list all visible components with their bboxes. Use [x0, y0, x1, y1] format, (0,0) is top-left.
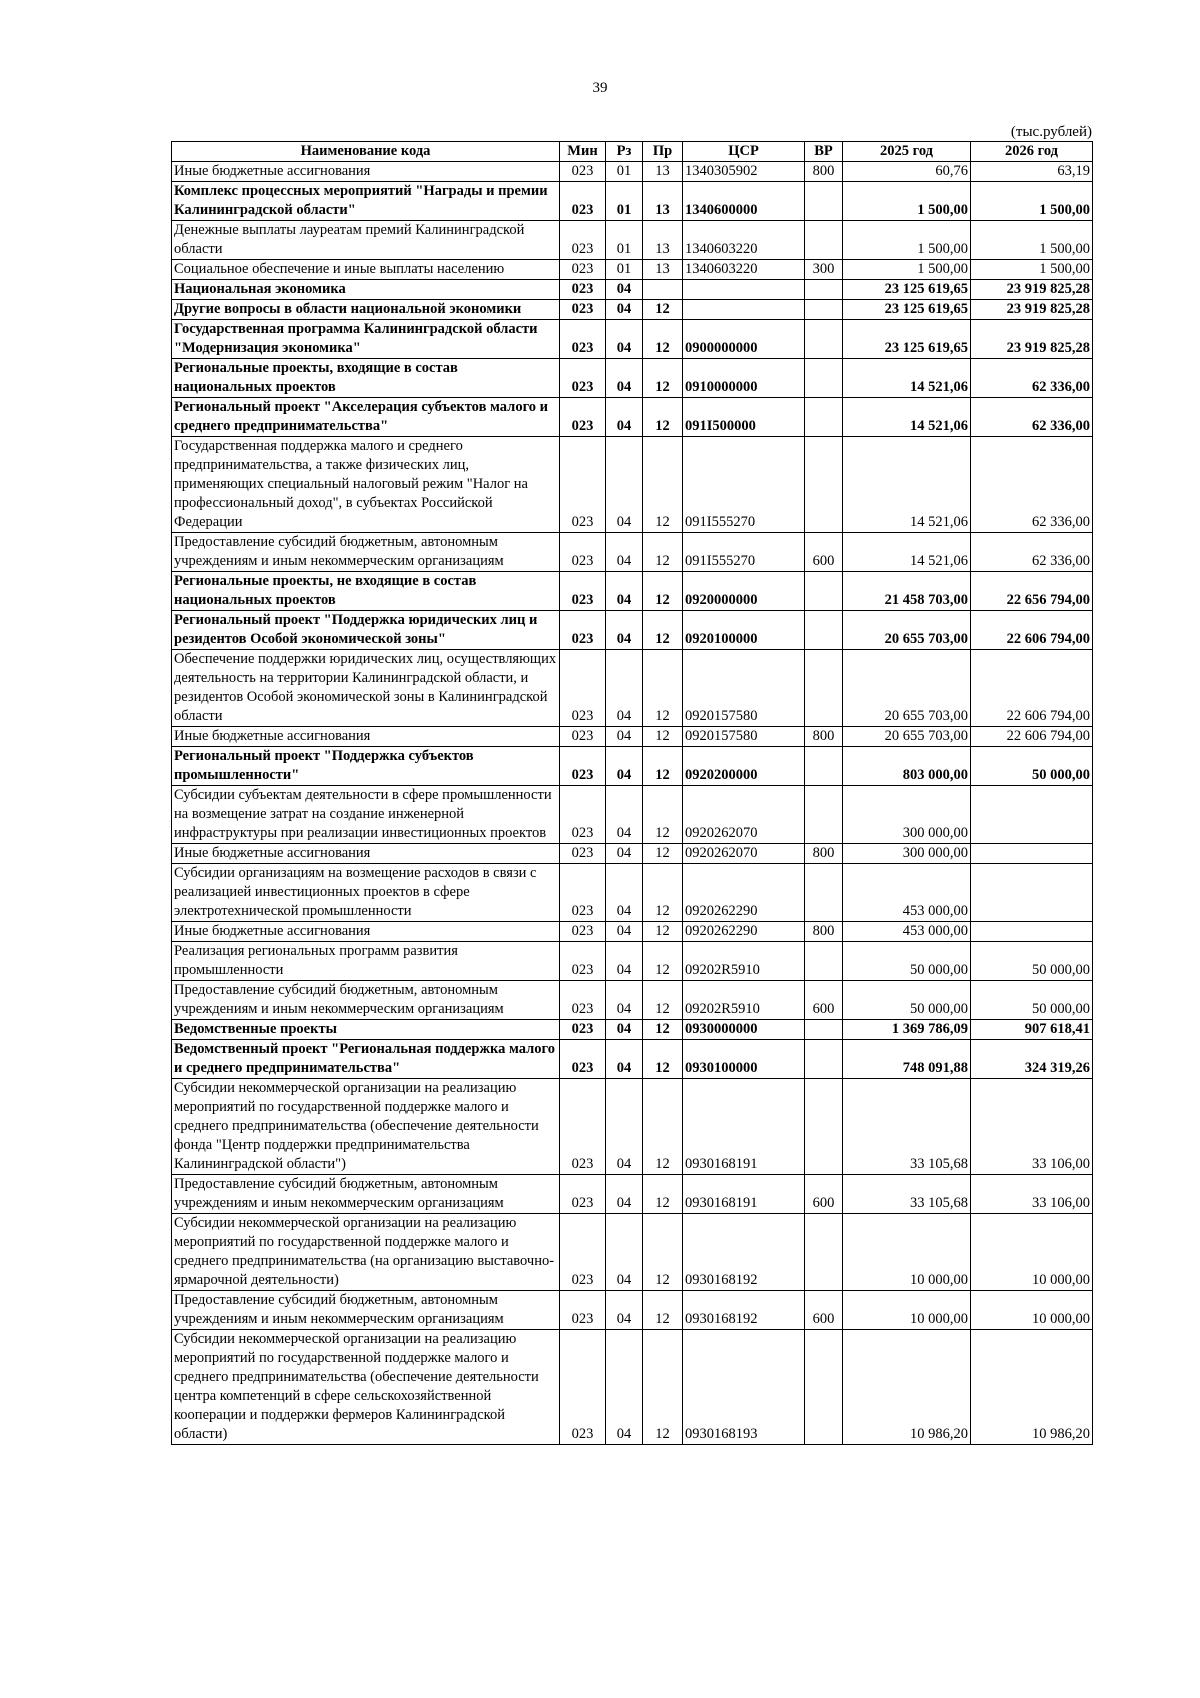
- cell-name: Иные бюджетные ассигнования: [172, 922, 560, 942]
- cell-y2025: 14 521,06: [843, 359, 971, 398]
- cell-pr: 12: [643, 942, 683, 981]
- table-row: [172, 650, 1093, 727]
- cell-csr: [683, 280, 805, 300]
- cell-rz: 04: [606, 1214, 643, 1291]
- cell-y2026: 50 000,00: [971, 747, 1093, 786]
- cell-csr: 1340603220: [683, 221, 805, 260]
- table-row: [172, 922, 1093, 942]
- cell-name: Другие вопросы в области национальной экономики: [172, 300, 560, 320]
- header-vr: ВР: [805, 142, 843, 162]
- cell-csr: 0920200000: [683, 747, 805, 786]
- table-row: [172, 280, 1093, 300]
- cell-pr: 12: [643, 398, 683, 437]
- cell-csr: 0930168192: [683, 1214, 805, 1291]
- cell-vr: [805, 747, 843, 786]
- cell-y2025: 50 000,00: [843, 981, 971, 1020]
- cell-vr: [805, 1330, 843, 1445]
- cell-name: Субсидии некоммерческой организации на реализацию мероприятий по государственной поддержке малого и среднего предпринимательства (на организацию выставочно-ярмарочной деятельности): [172, 1214, 560, 1291]
- cell-name: Региональный проект "Поддержка юридических лиц и резидентов Особой экономической зоны": [172, 611, 560, 650]
- header-csr: ЦСР: [683, 142, 805, 162]
- cell-pr: 12: [643, 320, 683, 359]
- cell-pr: 12: [643, 1330, 683, 1445]
- cell-pr: 12: [643, 1214, 683, 1291]
- cell-rz: 04: [606, 864, 643, 922]
- cell-pr: 12: [643, 747, 683, 786]
- cell-rz: 04: [606, 300, 643, 320]
- cell-vr: [805, 280, 843, 300]
- cell-rz: 04: [606, 1020, 643, 1040]
- cell-csr: 091I555270: [683, 533, 805, 572]
- cell-pr: 12: [643, 1079, 683, 1175]
- cell-y2026: 23 919 825,28: [971, 320, 1093, 359]
- cell-vr: [805, 437, 843, 533]
- cell-y2025: 50 000,00: [843, 942, 971, 981]
- cell-y2025: 33 105,68: [843, 1079, 971, 1175]
- cell-y2025: 803 000,00: [843, 747, 971, 786]
- cell-vr: 600: [805, 533, 843, 572]
- cell-rz: 04: [606, 1291, 643, 1330]
- cell-pr: 12: [643, 922, 683, 942]
- table-row: [172, 572, 1093, 611]
- cell-csr: 0930168191: [683, 1175, 805, 1214]
- cell-vr: [805, 786, 843, 844]
- cell-name: Социальное обеспечение и иные выплаты населению: [172, 260, 560, 280]
- cell-y2025: 1 500,00: [843, 221, 971, 260]
- cell-y2026: 33 106,00: [971, 1079, 1093, 1175]
- cell-name: Денежные выплаты лауреатам премий Калининградской области: [172, 221, 560, 260]
- cell-csr: 0930100000: [683, 1040, 805, 1079]
- table-row: [172, 611, 1093, 650]
- cell-rz: 04: [606, 359, 643, 398]
- cell-pr: 12: [643, 437, 683, 533]
- cell-name: Региональные проекты, не входящие в состав национальных проектов: [172, 572, 560, 611]
- cell-rz: 04: [606, 280, 643, 300]
- cell-name: Национальная экономика: [172, 280, 560, 300]
- cell-y2025: 14 521,06: [843, 398, 971, 437]
- cell-pr: 13: [643, 221, 683, 260]
- cell-pr: [643, 280, 683, 300]
- cell-name: Предоставление субсидий бюджетным, автономным учреждениям и иным некоммерческим организациям: [172, 533, 560, 572]
- cell-y2025: 748 091,88: [843, 1040, 971, 1079]
- cell-min: 023: [560, 1040, 606, 1079]
- cell-pr: 12: [643, 1291, 683, 1330]
- table-row: [172, 844, 1093, 864]
- cell-min: 023: [560, 1291, 606, 1330]
- table-row: [172, 1330, 1093, 1445]
- cell-vr: 300: [805, 260, 843, 280]
- cell-pr: 12: [643, 786, 683, 844]
- cell-vr: [805, 320, 843, 359]
- cell-pr: 12: [643, 611, 683, 650]
- cell-name: Субсидии организациям на возмещение расходов в связи с реализацией инвестиционных проектов в сфере электротехнической промышленности: [172, 864, 560, 922]
- cell-rz: 04: [606, 1330, 643, 1445]
- cell-name: Иные бюджетные ассигнования: [172, 162, 560, 182]
- cell-y2026: 63,19: [971, 162, 1093, 182]
- table-row: [172, 398, 1093, 437]
- cell-rz: 04: [606, 437, 643, 533]
- cell-y2026: 62 336,00: [971, 359, 1093, 398]
- cell-pr: 13: [643, 162, 683, 182]
- cell-y2025: 453 000,00: [843, 922, 971, 942]
- cell-pr: 12: [643, 359, 683, 398]
- table-body: [172, 162, 1093, 1445]
- cell-y2026: 62 336,00: [971, 398, 1093, 437]
- cell-name: Государственная программа Калининградской области "Модернизация экономика": [172, 320, 560, 359]
- cell-name: Государственная поддержка малого и среднего предпринимательства, а также физических лиц, применяющих специальный налоговый режим "Налог на профессиональный доход", в субъектах Российской Федерации: [172, 437, 560, 533]
- table-header-row: [172, 142, 1093, 162]
- cell-min: 023: [560, 398, 606, 437]
- cell-rz: 04: [606, 922, 643, 942]
- cell-min: 023: [560, 981, 606, 1020]
- cell-rz: 01: [606, 221, 643, 260]
- cell-rz: 04: [606, 650, 643, 727]
- cell-rz: 01: [606, 260, 643, 280]
- cell-y2026: 324 319,26: [971, 1040, 1093, 1079]
- cell-name: Ведомственные проекты: [172, 1020, 560, 1040]
- cell-rz: 04: [606, 398, 643, 437]
- cell-name: Иные бюджетные ассигнования: [172, 727, 560, 747]
- table-row: [172, 981, 1093, 1020]
- table-row: [172, 1291, 1093, 1330]
- cell-y2026: 22 606 794,00: [971, 727, 1093, 747]
- cell-min: 023: [560, 320, 606, 359]
- cell-vr: [805, 1079, 843, 1175]
- cell-rz: 01: [606, 162, 643, 182]
- cell-rz: 04: [606, 533, 643, 572]
- table-row: [172, 727, 1093, 747]
- cell-y2025: 20 655 703,00: [843, 611, 971, 650]
- cell-name: Субсидии субъектам деятельности в сфере промышленности на возмещение затрат на создание инженерной инфраструктуры при реализации инвестиционных проектов: [172, 786, 560, 844]
- cell-y2026: 50 000,00: [971, 942, 1093, 981]
- cell-min: 023: [560, 533, 606, 572]
- cell-pr: 13: [643, 182, 683, 221]
- cell-name: Реализация региональных программ развития промышленности: [172, 942, 560, 981]
- cell-name: Региональный проект "Акселерация субъектов малого и среднего предпринимательства": [172, 398, 560, 437]
- cell-rz: 04: [606, 1175, 643, 1214]
- cell-vr: 800: [805, 844, 843, 864]
- cell-csr: 0920262290: [683, 922, 805, 942]
- cell-pr: 12: [643, 533, 683, 572]
- cell-y2026: 62 336,00: [971, 437, 1093, 533]
- cell-min: 023: [560, 1175, 606, 1214]
- cell-pr: 12: [643, 727, 683, 747]
- cell-y2026: [971, 922, 1093, 942]
- cell-pr: 12: [643, 981, 683, 1020]
- cell-min: 023: [560, 650, 606, 727]
- cell-rz: 04: [606, 747, 643, 786]
- cell-rz: 04: [606, 786, 643, 844]
- cell-min: 023: [560, 162, 606, 182]
- cell-vr: [805, 300, 843, 320]
- cell-y2025: 300 000,00: [843, 844, 971, 864]
- cell-rz: 04: [606, 1079, 643, 1175]
- cell-name: Обеспечение поддержки юридических лиц, осуществляющих деятельность на территории Калининградской области, и резидентов Особой экономической зоны в Калининградской области: [172, 650, 560, 727]
- cell-y2025: 14 521,06: [843, 437, 971, 533]
- cell-min: 023: [560, 922, 606, 942]
- cell-y2026: [971, 786, 1093, 844]
- budget-table: [171, 141, 1093, 1445]
- cell-pr: 12: [643, 1020, 683, 1040]
- cell-min: 023: [560, 260, 606, 280]
- table-row: [172, 437, 1093, 533]
- table-row: [172, 1040, 1093, 1079]
- cell-y2026: 907 618,41: [971, 1020, 1093, 1040]
- cell-min: 023: [560, 359, 606, 398]
- cell-csr: 091I500000: [683, 398, 805, 437]
- cell-min: 023: [560, 1079, 606, 1175]
- cell-y2025: 1 369 786,09: [843, 1020, 971, 1040]
- cell-csr: 091I555270: [683, 437, 805, 533]
- header-min: Мин: [560, 142, 606, 162]
- cell-name: Субсидии некоммерческой организации на реализацию мероприятий по государственной поддержке малого и среднего предпринимательства (обеспечение деятельности фонда "Центр поддержки предпринимательства Калининградской области"): [172, 1079, 560, 1175]
- table-row: [172, 182, 1093, 221]
- cell-y2026: 1 500,00: [971, 260, 1093, 280]
- cell-rz: 04: [606, 844, 643, 864]
- units-label: (тыс.рублей): [1010, 124, 1092, 140]
- cell-vr: [805, 864, 843, 922]
- cell-rz: 04: [606, 727, 643, 747]
- cell-csr: 0930168191: [683, 1079, 805, 1175]
- cell-y2025: 20 655 703,00: [843, 650, 971, 727]
- header-2025: 2025 год: [843, 142, 971, 162]
- cell-vr: 800: [805, 162, 843, 182]
- cell-y2026: [971, 844, 1093, 864]
- cell-y2025: 10 000,00: [843, 1214, 971, 1291]
- cell-csr: 0920262070: [683, 844, 805, 864]
- cell-name: Региональный проект "Поддержка субъектов промышленности": [172, 747, 560, 786]
- cell-min: 023: [560, 572, 606, 611]
- cell-csr: 0910000000: [683, 359, 805, 398]
- cell-name: Предоставление субсидий бюджетным, автономным учреждениям и иным некоммерческим организациям: [172, 1175, 560, 1214]
- cell-y2026: 22 606 794,00: [971, 611, 1093, 650]
- table-row: [172, 260, 1093, 280]
- cell-vr: 600: [805, 981, 843, 1020]
- cell-vr: [805, 1040, 843, 1079]
- header-rz: Рз: [606, 142, 643, 162]
- cell-y2026: 23 919 825,28: [971, 280, 1093, 300]
- cell-csr: 1340305902: [683, 162, 805, 182]
- cell-rz: 01: [606, 182, 643, 221]
- cell-y2026: 22 656 794,00: [971, 572, 1093, 611]
- cell-min: 023: [560, 182, 606, 221]
- cell-name: Предоставление субсидий бюджетным, автономным учреждениям и иным некоммерческим организациям: [172, 1291, 560, 1330]
- cell-y2025: 300 000,00: [843, 786, 971, 844]
- cell-min: 023: [560, 221, 606, 260]
- cell-min: 023: [560, 1330, 606, 1445]
- cell-min: 023: [560, 864, 606, 922]
- cell-csr: 09202R5910: [683, 942, 805, 981]
- cell-y2025: 23 125 619,65: [843, 300, 971, 320]
- cell-csr: 0900000000: [683, 320, 805, 359]
- cell-min: 023: [560, 611, 606, 650]
- cell-csr: 0920262070: [683, 786, 805, 844]
- cell-vr: [805, 650, 843, 727]
- cell-vr: 600: [805, 1175, 843, 1214]
- cell-name: Комплекс процессных мероприятий "Награды и премии Калининградской области": [172, 182, 560, 221]
- cell-name: Субсидии некоммерческой организации на реализацию мероприятий по государственной поддержке малого и среднего предпринимательства (обеспечение деятельности центра компетенций в сфере сельскохозяйственной кооперации и поддержки фермеров Калининградской области): [172, 1330, 560, 1445]
- cell-vr: [805, 398, 843, 437]
- cell-csr: 0930168193: [683, 1330, 805, 1445]
- cell-y2025: 33 105,68: [843, 1175, 971, 1214]
- table-row: [172, 786, 1093, 844]
- cell-csr: 0920000000: [683, 572, 805, 611]
- cell-csr: 1340603220: [683, 260, 805, 280]
- cell-vr: [805, 1020, 843, 1040]
- cell-name: Региональные проекты, входящие в состав национальных проектов: [172, 359, 560, 398]
- table-row: [172, 864, 1093, 922]
- page-number: 39: [592, 80, 608, 96]
- cell-vr: [805, 942, 843, 981]
- cell-y2026: 62 336,00: [971, 533, 1093, 572]
- cell-rz: 04: [606, 1040, 643, 1079]
- cell-y2026: 23 919 825,28: [971, 300, 1093, 320]
- cell-vr: [805, 611, 843, 650]
- cell-csr: 1340600000: [683, 182, 805, 221]
- cell-min: 023: [560, 727, 606, 747]
- cell-y2025: 1 500,00: [843, 260, 971, 280]
- cell-y2025: 60,76: [843, 162, 971, 182]
- cell-csr: 0920100000: [683, 611, 805, 650]
- table-row: [172, 533, 1093, 572]
- cell-y2025: 21 458 703,00: [843, 572, 971, 611]
- table-row: [172, 747, 1093, 786]
- cell-pr: 12: [643, 572, 683, 611]
- cell-y2026: [971, 864, 1093, 922]
- cell-pr: 12: [643, 300, 683, 320]
- cell-min: 023: [560, 844, 606, 864]
- cell-csr: [683, 300, 805, 320]
- cell-vr: [805, 359, 843, 398]
- table-row: [172, 300, 1093, 320]
- cell-pr: 13: [643, 260, 683, 280]
- cell-y2025: 1 500,00: [843, 182, 971, 221]
- cell-y2026: 1 500,00: [971, 182, 1093, 221]
- cell-y2026: 22 606 794,00: [971, 650, 1093, 727]
- cell-y2025: 23 125 619,65: [843, 280, 971, 300]
- table-row: [172, 320, 1093, 359]
- header-pr: Пр: [643, 142, 683, 162]
- cell-rz: 04: [606, 320, 643, 359]
- cell-name: Иные бюджетные ассигнования: [172, 844, 560, 864]
- table-row: [172, 942, 1093, 981]
- cell-y2026: 10 000,00: [971, 1291, 1093, 1330]
- cell-min: 023: [560, 942, 606, 981]
- cell-csr: 0930168192: [683, 1291, 805, 1330]
- cell-vr: 600: [805, 1291, 843, 1330]
- cell-min: 023: [560, 280, 606, 300]
- cell-csr: 09202R5910: [683, 981, 805, 1020]
- cell-vr: [805, 1214, 843, 1291]
- cell-vr: [805, 182, 843, 221]
- cell-min: 023: [560, 300, 606, 320]
- cell-name: Ведомственный проект "Региональная поддержка малого и среднего предпринимательства": [172, 1040, 560, 1079]
- cell-pr: 12: [643, 844, 683, 864]
- table-row: [172, 221, 1093, 260]
- cell-y2025: 23 125 619,65: [843, 320, 971, 359]
- cell-y2025: 10 000,00: [843, 1291, 971, 1330]
- table-row: [172, 1020, 1093, 1040]
- cell-rz: 04: [606, 572, 643, 611]
- cell-y2025: 10 986,20: [843, 1330, 971, 1445]
- cell-name: Предоставление субсидий бюджетным, автономным учреждениям и иным некоммерческим организациям: [172, 981, 560, 1020]
- cell-rz: 04: [606, 981, 643, 1020]
- cell-csr: 0930000000: [683, 1020, 805, 1040]
- cell-rz: 04: [606, 611, 643, 650]
- cell-min: 023: [560, 747, 606, 786]
- cell-y2026: 33 106,00: [971, 1175, 1093, 1214]
- cell-csr: 0920262290: [683, 864, 805, 922]
- cell-min: 023: [560, 786, 606, 844]
- cell-rz: 04: [606, 942, 643, 981]
- cell-min: 023: [560, 1214, 606, 1291]
- header-name: Наименование кода: [172, 142, 560, 162]
- cell-pr: 12: [643, 650, 683, 727]
- cell-y2026: 10 986,20: [971, 1330, 1093, 1445]
- cell-pr: 12: [643, 1040, 683, 1079]
- cell-y2025: 20 655 703,00: [843, 727, 971, 747]
- cell-y2026: 10 000,00: [971, 1214, 1093, 1291]
- cell-pr: 12: [643, 864, 683, 922]
- header-2026: 2026 год: [971, 142, 1093, 162]
- cell-min: 023: [560, 437, 606, 533]
- table-row: [172, 1079, 1093, 1175]
- cell-y2026: 50 000,00: [971, 981, 1093, 1020]
- cell-min: 023: [560, 1020, 606, 1040]
- cell-y2025: 14 521,06: [843, 533, 971, 572]
- cell-csr: 0920157580: [683, 727, 805, 747]
- cell-vr: 800: [805, 727, 843, 747]
- table-row: [172, 1175, 1093, 1214]
- cell-pr: 12: [643, 1175, 683, 1214]
- cell-y2026: 1 500,00: [971, 221, 1093, 260]
- cell-csr: 0920157580: [683, 650, 805, 727]
- cell-vr: 800: [805, 922, 843, 942]
- table-row: [172, 1214, 1093, 1291]
- cell-vr: [805, 221, 843, 260]
- table-row: [172, 162, 1093, 182]
- table-row: [172, 359, 1093, 398]
- cell-vr: [805, 572, 843, 611]
- cell-y2025: 453 000,00: [843, 864, 971, 922]
